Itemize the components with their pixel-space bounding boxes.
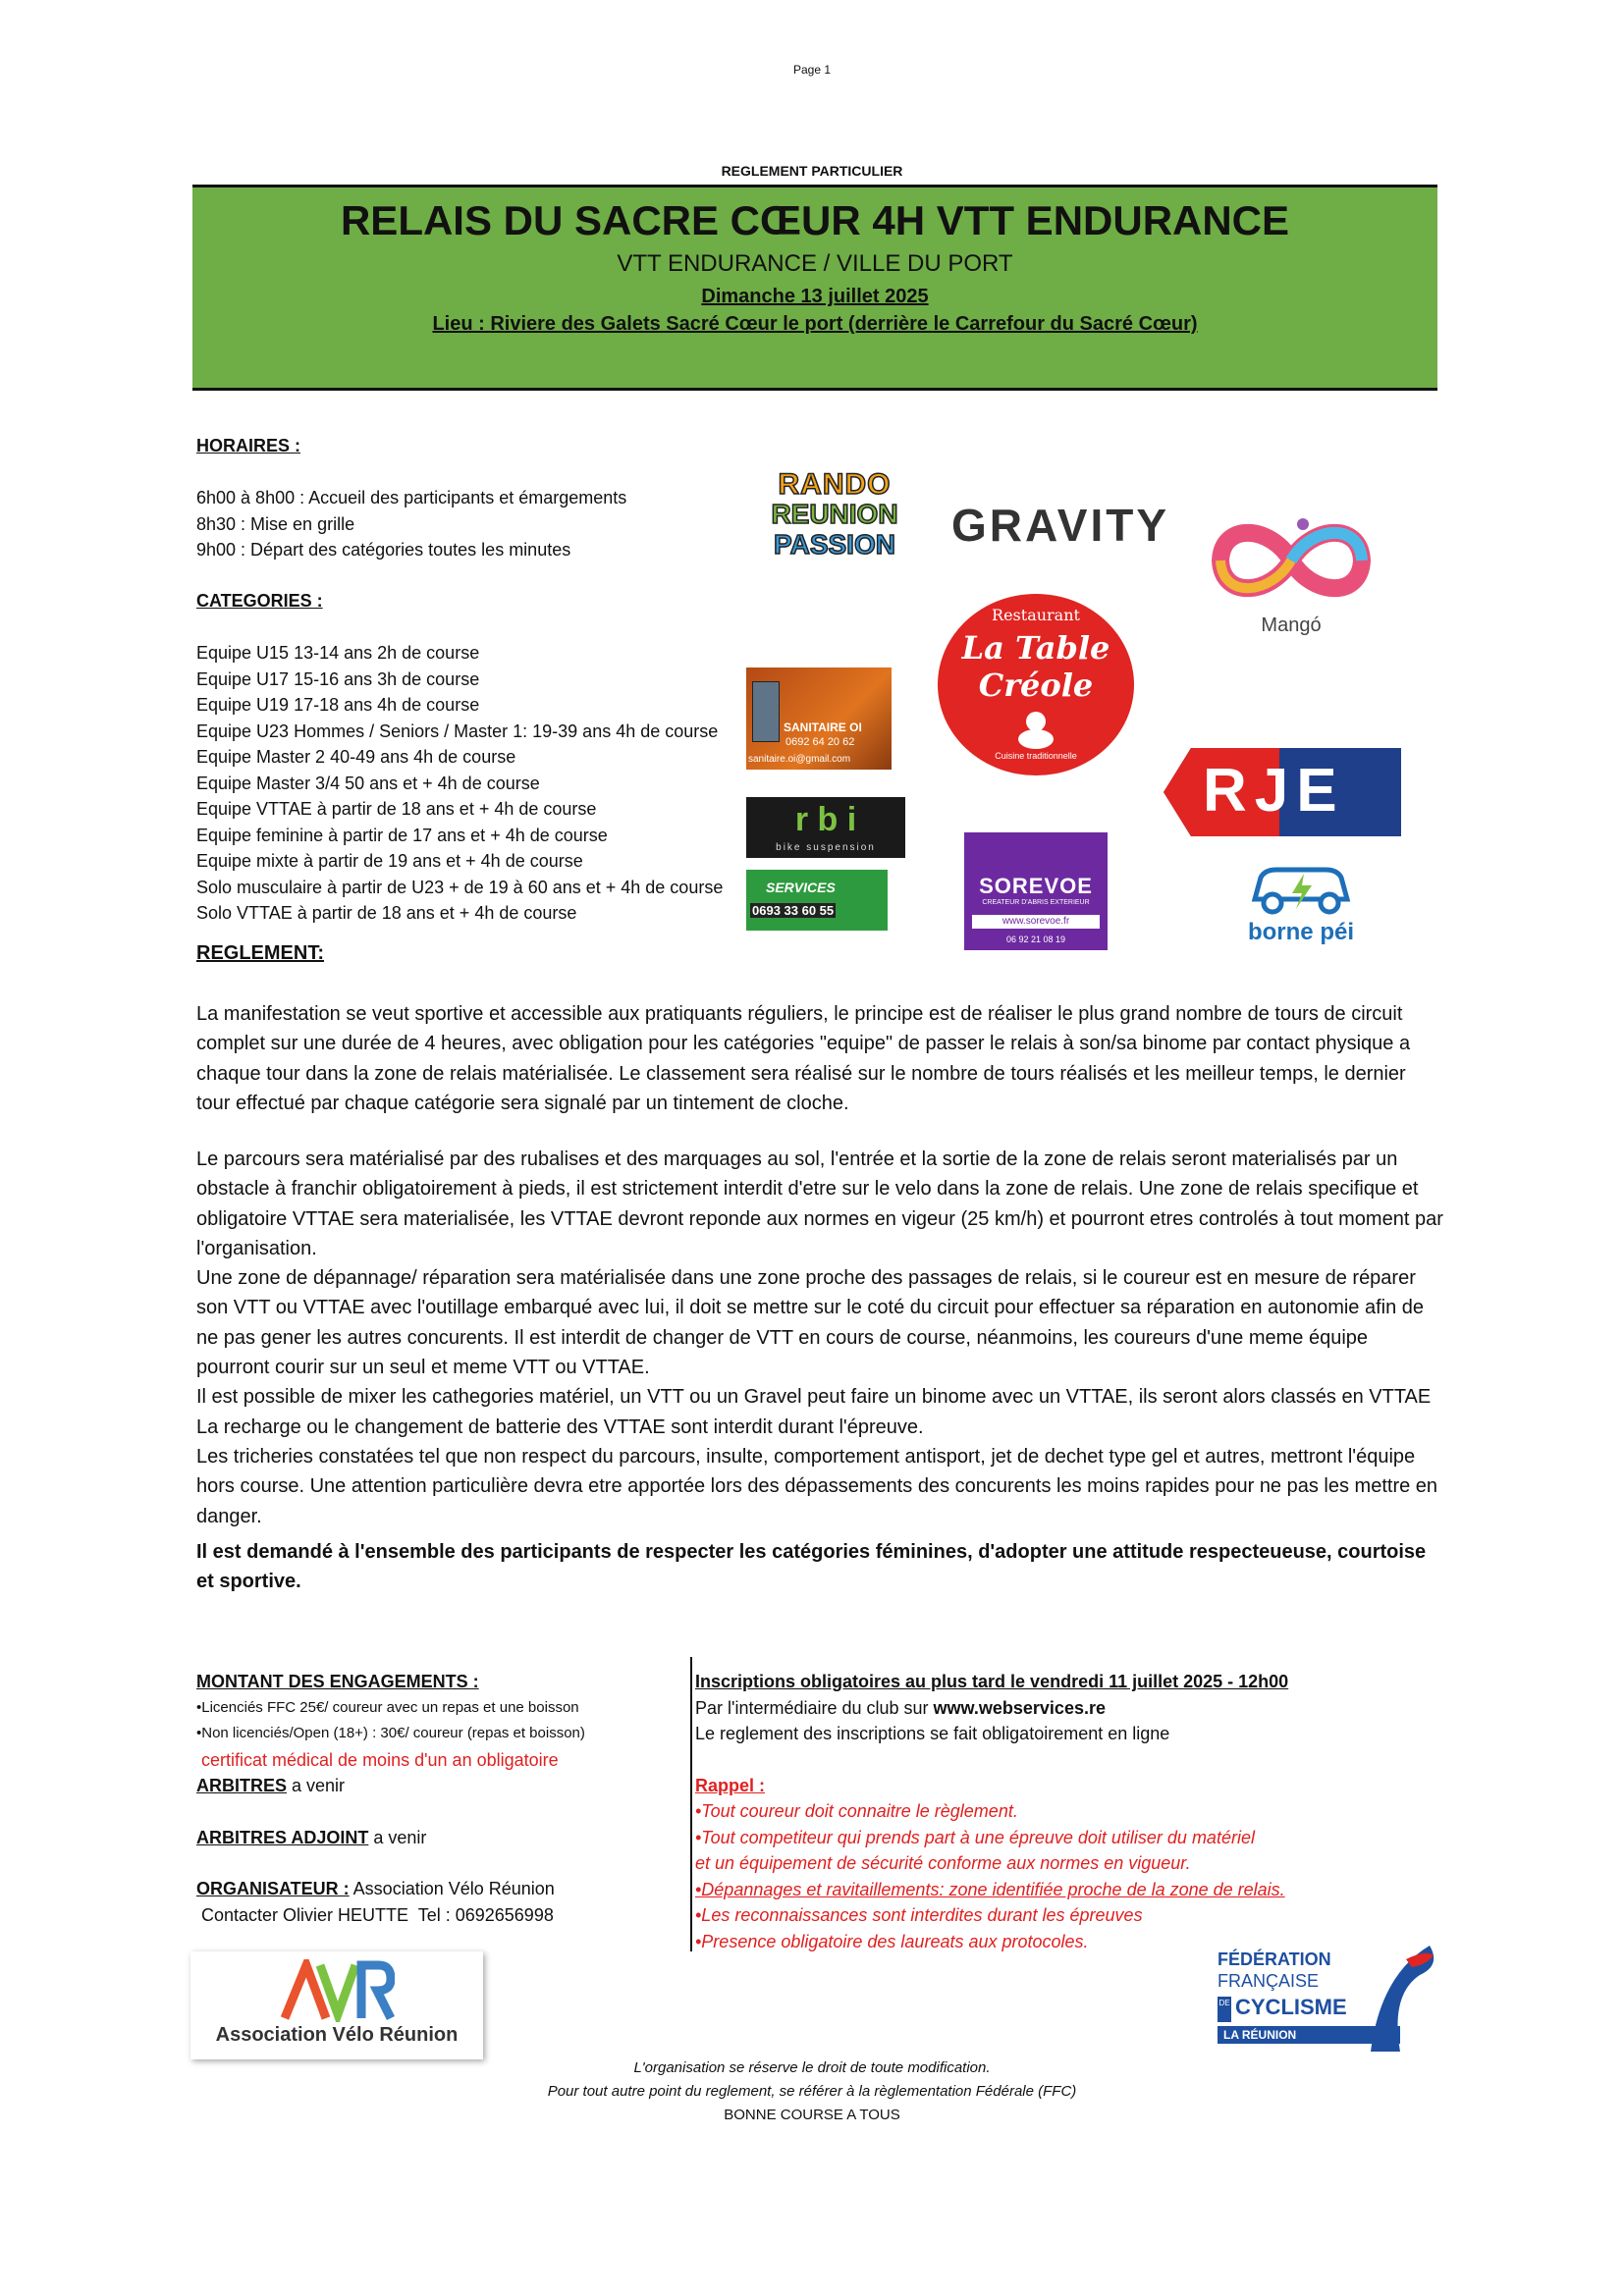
categories-list (196, 640, 723, 927)
association-velo-reunion-logo (190, 1951, 483, 2059)
portable-toilet-icon (752, 681, 780, 742)
engagements-heading: MONTANT DES ENGAGEMENTS : (196, 1672, 479, 1691)
certificat-medical: certificat médical de moins d'un an obligatoire (196, 1749, 559, 1770)
rappel-item: •Les reconnaissances sont interdites durant les épreuves (695, 1905, 1143, 1925)
rappel-item: •Tout competiteur qui prends part à une épreuve doit utiliser du matériel (695, 1827, 1255, 1847)
horaires-list (196, 485, 626, 563)
reunion-word: REUNION (771, 499, 898, 529)
ffc-federation: FÉDÉRATION (1218, 1949, 1331, 1969)
sanitaire-oi-logo (746, 667, 892, 770)
rbi-mark: r b i (794, 801, 857, 838)
rappel-item: •Dépannages et ravitaillements: zone identifiée proche de la zone de relais. (695, 1879, 1285, 1899)
category-line: Equipe VTTAE à partir de 18 ans et + 4h de course (196, 799, 597, 819)
gravity-logo (943, 499, 1178, 558)
inscriptions-reglement-line: Le reglement des inscriptions se fait obligatoirement en ligne (695, 1724, 1170, 1743)
ffc-logo (1214, 1936, 1441, 2052)
horaires-line: 8h30 : Mise en grille (196, 513, 355, 534)
event-date: Dimanche 13 juillet 2025 (701, 286, 929, 307)
event-location: Lieu : Riviere des Galets Sacré Cœur le port (derrière le Carrefour du Sacré Cœur) (432, 313, 1198, 335)
category-line: Equipe mixte à partir de 19 ans et + 4h de course (196, 851, 583, 871)
sanitaire-name: SANITAIRE OI (784, 721, 862, 734)
reglement-text: Il est possible de mixer les cathegories matériel, un VTT ou un Gravel peut faire un binome avec un VTTAE, ils seront alors classés en VTTAE (196, 1386, 1432, 1409)
category-line: Equipe U15 13-14 ans 2h de course (196, 643, 480, 663)
horaires-line: 6h00 à 8h00 : Accueil des participants et émargements (196, 488, 627, 507)
borne-text: borne péi (1247, 919, 1354, 945)
arbitres-line (196, 1773, 687, 1799)
ffc-la-reunion: LA RÉUNION (1218, 2026, 1400, 2044)
reglement-particulier-label: REGLEMENT PARTICULIER (721, 163, 903, 179)
rappel-item: •Tout coureur doit connaitre le règlement. (695, 1801, 1018, 1821)
sorevoe-tagline: CREATEUR D'ABRIS EXTERIEUR (982, 899, 1090, 906)
gravity-text: GRAVITY (950, 500, 1170, 551)
creole-text: Créole (978, 667, 1094, 704)
sanitaire-email: sanitaire.oi@gmail.com (748, 754, 851, 765)
ffc-de: DE (1218, 1997, 1231, 2022)
rando-word: RANDO (778, 468, 892, 501)
footer-line-2: Pour tout autre point du reglement, se référer à la règlementation Fédérale (FFC) (547, 2083, 1077, 2100)
engagement-non-licencies: •Non licenciés/Open (18+) : 30€/ coureur (repas et boisson) (196, 1725, 585, 1741)
services-name: SERVICES (766, 880, 836, 895)
engagement-licencies: •Licenciés FFC 25€/ coureur avec un repas et une boisson (196, 1698, 579, 1716)
category-line: Equipe Master 2 40-49 ans 4h de course (196, 747, 516, 767)
footer-line-3: BONNE COURSE A TOUS (724, 2107, 900, 2123)
categories-heading: CATEGORIES : (196, 591, 323, 611)
event-title: RELAIS DU SACRE CŒUR 4H VTT ENDURANCE (340, 197, 1290, 243)
contact-line: Contacter Olivier HEUTTE Tel : 0692656998 (196, 1904, 554, 1925)
sorevoe-site: www.sorevoe.fr (972, 915, 1100, 929)
rappel-heading: Rappel : (695, 1775, 766, 1795)
services-phone: 0693 33 60 55 (752, 903, 835, 918)
club-prefix: Par l'intermédiaire du club sur (695, 1697, 934, 1718)
sorevoe-name: SOREVOE (979, 874, 1093, 898)
category-line: Equipe feminine à partir de 17 ans et + 4h de course (196, 825, 608, 845)
infinity-icon (1193, 507, 1389, 614)
reglement-text: Les tricheries constatées tel que non respect du parcours, insulte, comportement antisport, jet de dechet type gel et autres, mettront l'équipe hors course. Une attention particulière devra etre apportée lors des dépassements des concurents les moins rapides pour ne pas les mettre en danger. (196, 1445, 1438, 1527)
column-divider (690, 1657, 692, 1951)
category-line: Equipe U23 Hommes / Seniors / Master 1: 19-39 ans 4h de course (196, 721, 719, 741)
arbitres-adjoint-label: ARBITRES ADJOINT (196, 1827, 369, 1847)
reglement-para-1 (196, 999, 1443, 1118)
rbi-sub: bike suspension (776, 842, 876, 853)
sorevoe-phone: 06 92 21 08 19 (1005, 934, 1066, 944)
organisateur-line (196, 1876, 687, 1902)
reglement-text: Le parcours sera matérialisé par des rubalises et des marquages au sol, l'entrée et la sortie de la zone de relais seront materialisés par un obstacle à franchir obligatoirement à pieds, il est strictement interdit d'etre sur le velo dans la zone de relais. Une zone de relais specifique et obligatoire VTTAE sera materialisée, les VTTAE devront reponde aux normes en vigeur (25 km/h) et pourront etres controlés à tout moment par l'organisation. (196, 1148, 1443, 1259)
title-banner (192, 185, 1437, 391)
footer-line-1: L'organisation se réserve le droit de toute modification. (633, 2059, 991, 2076)
arbitres-adjoint-line (196, 1825, 687, 1851)
rappel-item: et un équipement de sécurité conforme aux normes en vigueur. (695, 1853, 1191, 1873)
avr-mark-text (190, 1951, 483, 1952)
reglement-text: Une zone de dépannage/ réparation sera matérialisée dans une zone proche des passages de relais, si le coureur est en mesure de réparer son VTT ou VTTAE avec l'outillage embarqué avec lui, il doit se mettre sur le coté du circuit pour effectuer sa réparation en autonomie afin de ne pas gener les autres concurents. Il est interdit de changer de VTT en cours de course, néanmoins, les coureurs d'une meme équipe pourront courir sur un seul et meme VTT ou VTTAE. (196, 1267, 1425, 1379)
avr-name: Association Vélo Réunion (215, 2024, 459, 2046)
sanitaire-phone: 0692 64 20 62 (785, 736, 855, 748)
ffc-cyclisme: CYCLISME (1235, 1995, 1347, 2019)
engagements-block (196, 1669, 687, 1928)
club-line (695, 1695, 1363, 1722)
category-line: Equipe U17 15-16 ans 3h de course (196, 668, 480, 689)
restaurant-text: Restaurant (992, 606, 1080, 624)
cuisine-text: Cuisine traditionnelle (995, 751, 1077, 761)
arbitres-value: a venir (287, 1776, 346, 1795)
category-line: Solo VTTAE à partir de 18 ans et + 4h de course (196, 903, 577, 923)
organisateur-value: Association Vélo Réunion (349, 1879, 555, 1898)
reglement-text: La recharge ou le changement de batterie des VTTAE sont interdit durant l'épreuve. (196, 1415, 924, 1438)
mango-text: Mangó (1261, 614, 1322, 636)
reglement-body (196, 1145, 1443, 1596)
sorevoe-logo (964, 832, 1108, 950)
borne-pei-logo (1227, 864, 1375, 952)
chef-icon (1014, 710, 1057, 749)
event-subtitle: VTT ENDURANCE / VILLE DU PORT (617, 250, 1013, 277)
page-number: Page 1 (792, 63, 832, 77)
category-line: Solo musculaire à partir de U23 + de 19 à 60 ans et + 4h de course (196, 877, 724, 897)
avr-mark-icon (281, 1959, 395, 2022)
inscriptions-block (695, 1669, 1363, 1954)
ffc-francaise: FRANÇAISE (1218, 1971, 1320, 1991)
arbitres-label: ARBITRES (196, 1776, 288, 1795)
horaires-line: 9h00 : Départ des catégories toutes les minutes (196, 540, 571, 560)
organisateur-label: ORGANISATEUR : (196, 1879, 350, 1898)
category-line: Equipe Master 3/4 50 ans et + 4h de course (196, 773, 540, 793)
reglement-text: La manifestation se veut sportive et accessible aux pratiquants réguliers, le principe est de réaliser le plus grand nombre de tours de circuit complet sur une durée de 4 heures, avec obligation pour les catégories "equipe" de passer le relais à son/sa binome par contact physique a chaque tour dans la zone de relais matérialisée. Le classement sera réalisé sur le nombre de tours réalisés et les meilleur temps, le dernier tour effectué par chaque catégorie sera signalé par un tintement de cloche. (196, 1003, 1411, 1114)
la-table-creole-logo (938, 594, 1134, 775)
club-site-link[interactable]: www.webservices.re (933, 1697, 1106, 1718)
rje-logo (1164, 748, 1401, 836)
la-table-text: La Table (961, 629, 1110, 667)
rbi-logo (746, 797, 905, 858)
services-logo (746, 870, 888, 931)
reglement-heading: REGLEMENT: (196, 942, 324, 964)
category-line: Equipe U19 17-18 ans 4h de course (196, 695, 480, 715)
electric-car-icon (1247, 864, 1355, 917)
rando-reunion-passion-logo (746, 466, 923, 564)
rje-text: RJE (1203, 757, 1345, 825)
horaires-heading: HORAIRES : (196, 436, 301, 455)
arbitres-adjoint-value: a venir (368, 1827, 427, 1847)
passion-word: PASSION (774, 529, 895, 560)
rappel-item: •Presence obligatoire des laureats aux protocoles. (695, 1931, 1089, 1951)
respect-note: Il est demandé à l'ensemble des participants de respecter les catégories féminines, d'adopter une attitude respecteueuse, courtoise et sportive. (196, 1540, 1427, 1593)
inscriptions-heading: Inscriptions obligatoires au plus tard le vendredi 11 juillet 2025 - 12h00 (695, 1672, 1289, 1691)
mango-logo (1193, 507, 1389, 644)
